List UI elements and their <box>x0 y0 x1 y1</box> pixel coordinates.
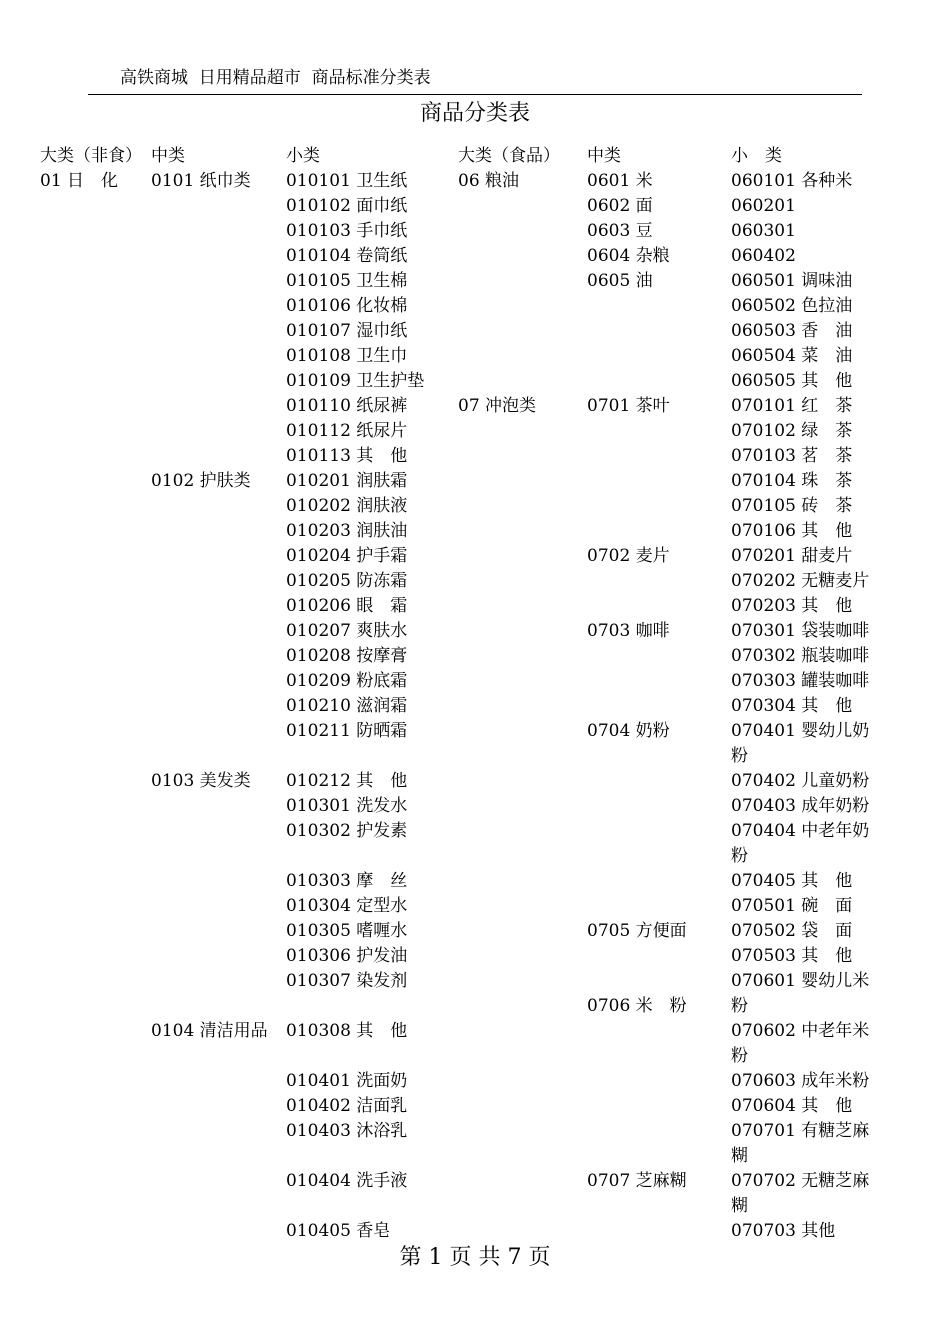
table-cell: 070301 袋装咖啡 <box>731 621 870 641</box>
table-cell: 070604 其 他 <box>731 1096 853 1116</box>
table-cell <box>151 269 283 294</box>
table-cell: 070401 婴幼儿奶粉 <box>731 721 870 766</box>
table-cell <box>587 969 727 994</box>
table-cell: 0705 方便面 <box>587 921 687 941</box>
table-cell <box>151 719 283 744</box>
table-cell: 010106 化妆棉 <box>286 296 408 316</box>
table-cell <box>151 1069 283 1094</box>
table-cell: 010301 洗发水 <box>286 796 408 816</box>
table-cell: 060504 菜 油 <box>731 346 853 366</box>
table-cell: 060503 香 油 <box>731 321 853 341</box>
table-cell <box>458 269 586 294</box>
table-cell <box>587 294 727 319</box>
table-cell <box>151 419 283 444</box>
table-cell <box>151 1094 283 1119</box>
table-cell <box>286 994 456 1019</box>
table-cell <box>587 869 727 894</box>
table-cell <box>458 194 586 219</box>
table-cell: 010110 纸尿裤 <box>286 396 408 416</box>
table-cell: 0102 护肤类 <box>151 471 251 491</box>
table-cell: 01 日 化 <box>40 171 119 191</box>
table-cell: 010305 嗜喱水 <box>286 921 408 941</box>
table-cell: 070601 婴幼儿米粉 <box>731 971 870 1016</box>
table-cell <box>151 319 283 344</box>
table-cell <box>151 844 283 869</box>
table-cell <box>151 569 283 594</box>
table-cell <box>587 344 727 369</box>
table-cell: 070404 中老年奶粉 <box>731 821 870 866</box>
table-cell <box>151 644 283 669</box>
table-cell <box>151 1119 283 1144</box>
table-cell <box>458 244 586 269</box>
table-cell <box>151 819 283 844</box>
table-cell <box>151 919 283 944</box>
table-cell <box>151 994 283 1019</box>
table-cell <box>587 569 727 594</box>
table-cell: 010203 润肤油 <box>286 521 408 541</box>
table-cell: 0601 米 <box>587 171 653 191</box>
table-cell: 060502 色拉油 <box>731 296 853 316</box>
table-cell <box>587 1094 727 1119</box>
table-cell <box>151 219 283 244</box>
table-cell: 010207 爽肤水 <box>286 621 408 641</box>
table-cell: 070303 罐装咖啡 <box>731 671 870 691</box>
column-header: 小 类 <box>731 146 782 166</box>
table-cell: 010112 纸尿片 <box>286 421 408 441</box>
table-cell <box>587 844 727 869</box>
table-cell: 0103 美发类 <box>151 771 251 791</box>
table-cell: 070104 珠 茶 <box>731 471 853 491</box>
table-cell: 010201 润肤霜 <box>286 471 408 491</box>
table-cell: 060505 其 他 <box>731 371 853 391</box>
table-cell <box>151 344 283 369</box>
table-cell: 06 粮油 <box>458 171 520 191</box>
table-cell <box>587 444 727 469</box>
column-mid-food <box>587 144 727 1194</box>
table-cell: 0603 豆 <box>587 221 653 241</box>
table-cell: 070105 砖 茶 <box>731 496 853 516</box>
table-cell: 010104 卷筒纸 <box>286 246 408 266</box>
document-title: 商品分类表 <box>419 101 530 126</box>
table-cell: 060301 <box>731 221 796 241</box>
column-header: 中类 <box>587 146 621 166</box>
table-cell <box>151 969 283 994</box>
table-cell <box>151 244 283 269</box>
table-cell <box>151 894 283 919</box>
table-cell: 070103 茗 茶 <box>731 446 853 466</box>
table-cell <box>587 469 727 494</box>
table-cell: 010307 染发剂 <box>286 971 408 991</box>
table-cell: 010405 香皂 <box>286 1221 391 1241</box>
table-cell: 0101 纸巾类 <box>151 171 251 191</box>
table-cell: 010208 按摩膏 <box>286 646 408 666</box>
table-cell: 070304 其 他 <box>731 696 853 716</box>
table-cell: 010304 定型水 <box>286 896 408 916</box>
column-header: 大类（食品） <box>458 146 560 166</box>
table-cell <box>587 419 727 444</box>
table-cell: 070701 有糖芝麻糊 <box>731 1121 870 1166</box>
table-cell <box>151 544 283 569</box>
table-cell <box>151 794 283 819</box>
table-cell: 070302 瓶装咖啡 <box>731 646 870 666</box>
table-cell <box>151 444 283 469</box>
table-cell <box>458 344 586 369</box>
table-cell: 010103 手巾纸 <box>286 221 408 241</box>
table-cell <box>151 869 283 894</box>
table-cell <box>587 494 727 519</box>
table-cell: 0707 芝麻糊 <box>587 1171 687 1191</box>
table-cell: 010402 洁面乳 <box>286 1096 408 1116</box>
table-cell: 07 冲泡类 <box>458 396 537 416</box>
table-cell <box>458 369 586 394</box>
table-cell: 070501 碗 面 <box>731 896 853 916</box>
column-minor-nonfood <box>286 144 456 1244</box>
table-cell <box>286 1144 456 1169</box>
table-cell <box>151 519 283 544</box>
table-cell <box>587 794 727 819</box>
table-cell: 010302 护发素 <box>286 821 408 841</box>
table-cell: 070202 无糖麦片 <box>731 571 870 591</box>
table-cell <box>151 744 283 769</box>
column-major-nonfood <box>40 144 150 194</box>
table-cell: 010306 护发油 <box>286 946 408 966</box>
table-cell: 010401 洗面奶 <box>286 1071 408 1091</box>
column-header: 中类 <box>151 146 185 166</box>
table-cell: 070101 红 茶 <box>731 396 853 416</box>
table-cell: 0704 奶粉 <box>587 721 670 741</box>
table-cell: 010403 沐浴乳 <box>286 1121 408 1141</box>
table-cell: 070703 其他 <box>731 1221 836 1241</box>
table-cell <box>587 1144 727 1169</box>
table-cell <box>151 369 283 394</box>
table-cell: 0701 茶叶 <box>587 396 670 416</box>
table-cell: 010210 滋润霜 <box>286 696 408 716</box>
table-cell: 070602 中老年米粉 <box>731 1021 870 1066</box>
table-cell: 010209 粉底霜 <box>286 671 408 691</box>
table-cell <box>151 594 283 619</box>
table-cell: 0706 米 粉 <box>587 996 687 1016</box>
table-cell: 070106 其 他 <box>731 521 853 541</box>
table-cell: 0702 麦片 <box>587 546 670 566</box>
table-cell: 070603 成年米粉 <box>731 1071 870 1091</box>
table-cell <box>587 594 727 619</box>
table-cell: 0602 面 <box>587 196 653 216</box>
table-cell <box>587 669 727 694</box>
table-cell <box>458 294 586 319</box>
table-cell <box>587 369 727 394</box>
table-cell <box>151 394 283 419</box>
column-header: 小类 <box>286 146 320 166</box>
table-cell <box>286 844 456 869</box>
table-cell <box>587 319 727 344</box>
table-cell <box>587 1044 727 1069</box>
header-divider <box>88 94 862 95</box>
table-cell <box>286 744 456 769</box>
table-cell: 0605 油 <box>587 271 653 291</box>
table-cell <box>458 219 586 244</box>
table-cell: 010105 卫生棉 <box>286 271 408 291</box>
table-cell: 0604 杂粮 <box>587 246 670 266</box>
table-cell <box>151 194 283 219</box>
table-cell <box>587 1019 727 1044</box>
table-cell <box>151 294 283 319</box>
table-cell <box>151 669 283 694</box>
table-cell <box>587 1069 727 1094</box>
table-cell: 010404 洗手液 <box>286 1171 408 1191</box>
page-footer: 第 1 页 共 7 页 <box>399 1245 551 1270</box>
table-cell: 060501 调味油 <box>731 271 853 291</box>
table-cell: 070405 其 他 <box>731 871 853 891</box>
table-cell: 060201 <box>731 196 796 216</box>
table-cell: 070502 袋 面 <box>731 921 853 941</box>
table-cell: 0703 咖啡 <box>587 621 670 641</box>
table-cell: 010109 卫生护垫 <box>286 371 425 391</box>
table-cell: 010102 面巾纸 <box>286 196 408 216</box>
table-cell: 010204 护手霜 <box>286 546 408 566</box>
table-cell: 010211 防晒霜 <box>286 721 408 741</box>
page-header: 高铁商城 日用精品超市 商品标准分类表 <box>120 68 431 88</box>
table-cell <box>151 694 283 719</box>
table-cell: 070402 儿童奶粉 <box>731 771 870 791</box>
table-cell <box>587 944 727 969</box>
table-cell: 010113 其 他 <box>286 446 408 466</box>
table-cell: 010303 摩 丝 <box>286 871 408 891</box>
table-cell: 060101 各种米 <box>731 171 853 191</box>
table-cell <box>151 619 283 644</box>
table-cell: 070503 其 他 <box>731 946 853 966</box>
table-cell: 010308 其 他 <box>286 1021 408 1041</box>
column-major-food <box>458 144 586 419</box>
table-cell: 070403 成年奶粉 <box>731 796 870 816</box>
table-cell: 060402 <box>731 246 796 266</box>
column-minor-food <box>731 144 881 1244</box>
table-cell: 0104 清洁用品 <box>151 1021 268 1041</box>
table-cell <box>587 694 727 719</box>
table-cell: 070102 绿 茶 <box>731 421 853 441</box>
table-cell <box>587 769 727 794</box>
table-cell <box>587 819 727 844</box>
table-cell <box>587 894 727 919</box>
column-header: 大类（非食） <box>40 146 142 166</box>
table-cell <box>286 1044 456 1069</box>
table-cell <box>587 744 727 769</box>
table-cell: 010101 卫生纸 <box>286 171 408 191</box>
table-cell <box>587 1119 727 1144</box>
table-cell: 010205 防冻霜 <box>286 571 408 591</box>
table-cell <box>151 494 283 519</box>
table-cell <box>151 944 283 969</box>
table-cell: 070702 无糖芝麻糊 <box>731 1171 870 1216</box>
table-cell: 010212 其 他 <box>286 771 408 791</box>
table-cell: 010108 卫生巾 <box>286 346 408 366</box>
table-cell: 070203 其 他 <box>731 596 853 616</box>
table-cell <box>587 644 727 669</box>
table-cell: 010206 眼 霜 <box>286 596 408 616</box>
table-cell <box>151 1044 283 1069</box>
table-cell: 070201 甜麦片 <box>731 546 853 566</box>
table-cell <box>286 1194 456 1219</box>
table-cell <box>458 319 586 344</box>
column-mid-nonfood <box>151 144 283 1144</box>
table-cell: 010202 润肤液 <box>286 496 408 516</box>
table-cell <box>587 519 727 544</box>
table-cell: 010107 湿巾纸 <box>286 321 408 341</box>
